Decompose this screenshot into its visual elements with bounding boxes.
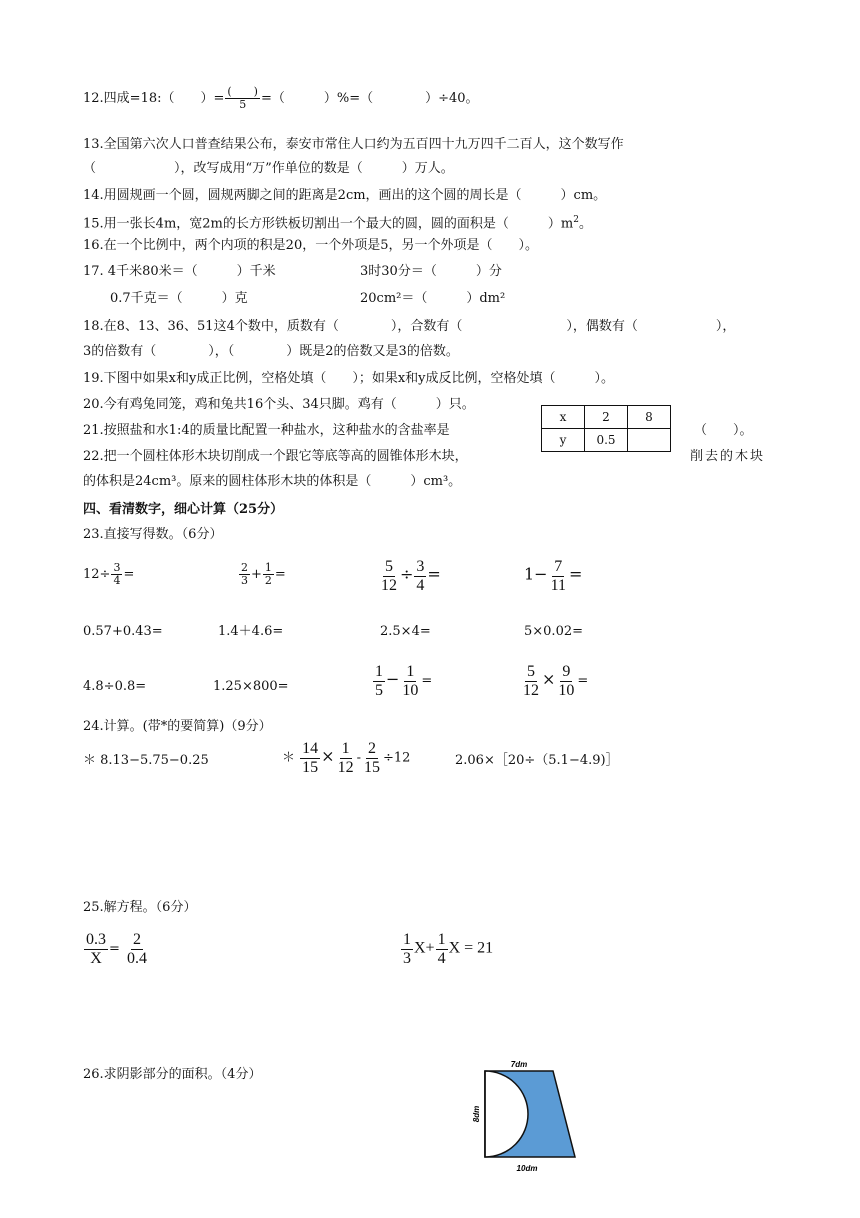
q23-r2-b: 1.4＋4.6=	[218, 624, 284, 639]
q21: 21.按照盐和水1:4的质量比配置一种盐水，这种盐水的含盐率是	[83, 423, 450, 438]
xy-cell: 8	[628, 406, 671, 429]
q12-b: =（ ）%=（ ）÷40。	[260, 91, 479, 107]
den: 4	[437, 949, 446, 967]
label-bottom: 10dm	[516, 1164, 538, 1173]
fraction	[362, 740, 382, 776]
q20: 20.今有鸡兔同笼，鸡和兔共16个头、34只脚。鸡有（ ）只。	[83, 397, 475, 412]
equals: =	[569, 564, 583, 584]
trapezoid-figure	[465, 1055, 595, 1180]
q22-line1: 22.把一个圆柱体形木块切削成一个跟它等底等高的圆锥体形木块，	[83, 449, 468, 464]
fraction	[401, 931, 413, 967]
den: 5	[375, 681, 383, 699]
xy-row-y	[542, 429, 671, 452]
q13-line1: 13.全国第六次人口普查结果公布，泰安市常住人口约为五百四十九万四千二百人，这个数写作	[83, 137, 624, 152]
operator: −	[386, 669, 400, 689]
q17-a: 17. 4千米80米＝（ ）千米	[83, 264, 276, 279]
q25-title: 25.解方程。（6分）	[83, 900, 197, 915]
q12-a: 12.四成=18:（ ）=	[83, 91, 225, 107]
q18-line2: 3的倍数有（ ），（ ）既是2的倍数又是3的倍数。	[83, 344, 459, 359]
den: 2	[264, 574, 272, 588]
operator: ×	[542, 669, 556, 689]
den: 11	[550, 576, 566, 594]
equals: =	[123, 567, 135, 583]
xy-cell: 2	[585, 406, 628, 429]
expr-text: X = 21	[448, 939, 494, 957]
expr-text: X+	[414, 939, 435, 957]
num: 1	[403, 931, 411, 948]
fraction	[336, 740, 356, 776]
equals: =	[421, 673, 433, 689]
den: 12	[523, 681, 539, 699]
num: 7	[554, 558, 563, 575]
fraction	[300, 740, 320, 776]
equals: =	[577, 673, 589, 689]
fraction	[379, 558, 399, 594]
xy-cell: x	[542, 406, 585, 429]
fraction	[549, 558, 568, 594]
num: 3	[416, 558, 425, 575]
equals: =	[274, 567, 286, 583]
xy-cell: y	[542, 429, 585, 452]
xy-cell: 0.5	[585, 429, 628, 452]
q12	[83, 86, 479, 111]
equals: =	[109, 941, 120, 957]
num: 0.3	[86, 931, 106, 948]
q23-r2-a: 0.57+0.43=	[83, 624, 163, 639]
den: 0.4	[127, 949, 148, 967]
fraction	[373, 663, 385, 699]
operator: -	[356, 750, 361, 766]
fraction	[125, 931, 149, 967]
q12-num: ( )	[227, 85, 258, 98]
num: 1	[375, 663, 383, 680]
den: 15	[302, 758, 319, 776]
q15-text: 15.用一张长4m，宽2m的长方形铁板切割出一个最大的圆，圆的面积是（ ）m	[83, 216, 574, 232]
fraction	[521, 663, 541, 699]
star: ＊	[282, 750, 296, 766]
q25-b	[400, 931, 493, 967]
q21-tail: （ ）。	[694, 423, 753, 438]
operator: ÷	[400, 564, 414, 584]
q15-end: 。	[578, 216, 592, 232]
q13-line2: （ ），改写成用“万”作单位的数是（ ）万人。	[83, 161, 454, 176]
den: 12	[381, 576, 397, 594]
fraction	[111, 562, 122, 587]
q17-c: 0.7千克＝（ ）克	[110, 291, 248, 306]
num: 1	[341, 740, 350, 757]
expr-text: 12÷	[83, 567, 111, 583]
q26-title: 26.求阴影部分的面积。（4分）	[83, 1067, 262, 1082]
expr-text: ÷12	[382, 750, 411, 766]
q18-line1: 18.在8、13、36、51这4个数中，质数有（ ），合数有（ ），偶数有（ ），	[83, 319, 736, 334]
operator: ×	[321, 746, 335, 766]
operator: +	[251, 567, 262, 583]
q17-b: 3时30分＝（ ）分	[360, 264, 502, 279]
q24-a: ＊ 8.13−5.75−0.25	[83, 753, 209, 768]
q24-c: 2.06×［20÷（5.1−4.9)］	[455, 753, 619, 768]
q23-r3-b: 1.25×800=	[213, 679, 289, 694]
den: 15	[363, 758, 380, 776]
num: 1	[264, 561, 272, 574]
xy-cell-blank	[628, 429, 671, 452]
equals: =	[427, 564, 441, 584]
num: 3	[113, 561, 121, 574]
q23-r1-c	[378, 558, 441, 594]
den: X	[90, 949, 102, 967]
q15-sup: 2	[573, 215, 579, 225]
q22-line2: 的体积是24cm³。原来的圆柱体形木块的体积是（ ）cm³。	[83, 474, 462, 489]
q23-r1-d	[524, 558, 582, 594]
num: 2	[241, 561, 248, 574]
num: 5	[527, 663, 535, 680]
den: 10	[558, 681, 575, 699]
fraction	[436, 931, 448, 967]
section-4-heading: 四、看清数字，细心计算（25分）	[83, 502, 284, 517]
label-side: 8dm	[472, 1105, 481, 1123]
q23-r1-b	[238, 562, 286, 587]
q17-d: 20cm²＝（ ）dm²	[360, 291, 506, 306]
q25-a	[83, 931, 150, 967]
den: 10	[402, 681, 419, 699]
q12-den: 5	[239, 98, 247, 112]
den: 3	[403, 949, 411, 967]
fraction	[400, 663, 420, 699]
expr-text: 1−	[524, 564, 548, 584]
q22-tail: 削去的木块	[690, 449, 766, 464]
q14: 14.用圆规画一个圆，圆规两脚之间的距离是2cm，画出的这个圆的周长是（ ）cm。	[83, 188, 607, 203]
den: 12	[337, 758, 354, 776]
den: 4	[416, 576, 425, 594]
q12-fraction	[225, 86, 260, 111]
q19: 19.下图中如果x和y成正比例，空格处填（ ）；如果x和y成反比例，空格处填（ ）。	[83, 371, 615, 386]
num: 2	[133, 931, 142, 948]
num: 1	[437, 931, 446, 948]
q23-r3-c	[372, 663, 432, 699]
fraction	[84, 931, 108, 967]
den: 3	[241, 574, 248, 588]
den: 4	[113, 574, 121, 588]
q15	[83, 211, 592, 233]
fraction	[414, 558, 426, 594]
q23-r2-c: 2.5×4=	[380, 624, 431, 639]
q24-b	[282, 740, 410, 776]
q24-title: 24.计算。(带*的要简算)（9分）	[83, 719, 272, 734]
fraction	[556, 663, 576, 699]
label-top: 7dm	[510, 1060, 528, 1069]
num: 2	[367, 740, 376, 757]
xy-row-x	[542, 406, 671, 429]
fraction	[263, 562, 274, 587]
num: 9	[562, 663, 571, 680]
q23-r2-d: 5×0.02=	[524, 624, 584, 639]
q23-title: 23.直接写得数。（6分）	[83, 527, 223, 542]
q23-r1-a	[83, 562, 134, 587]
q16: 16.在一个比例中，两个内项的积是20，一个外项是5，另一个外项是（ ）。	[83, 238, 538, 253]
fraction	[239, 562, 250, 587]
num: 14	[302, 740, 319, 757]
xy-table	[541, 405, 671, 452]
q23-r3-a: 4.8÷0.8=	[83, 679, 147, 694]
num: 5	[385, 558, 393, 575]
q23-r3-d	[520, 663, 588, 699]
num: 1	[406, 663, 415, 680]
